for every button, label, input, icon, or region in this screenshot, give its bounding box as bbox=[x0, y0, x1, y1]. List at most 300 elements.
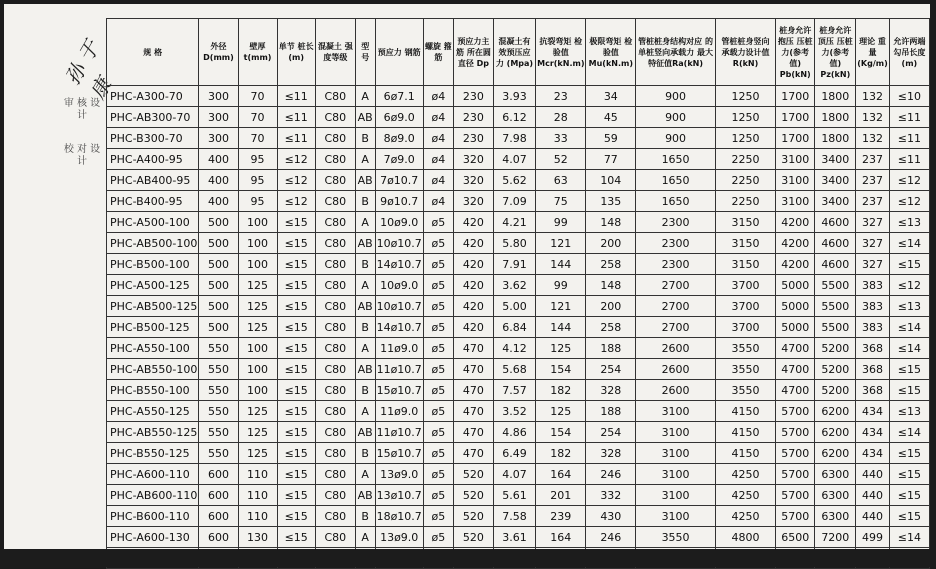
value-cell: 110 bbox=[238, 485, 277, 506]
value-cell: 2700 bbox=[636, 275, 716, 296]
value-cell: 34 bbox=[586, 86, 636, 107]
value-cell: C80 bbox=[315, 149, 355, 170]
value-cell: AB bbox=[355, 170, 375, 191]
spec-cell: PHC-AB500-125 bbox=[107, 296, 199, 317]
value-cell: ≤14 bbox=[889, 338, 929, 359]
value-cell: C80 bbox=[315, 212, 355, 233]
value-cell: 5500 bbox=[815, 296, 856, 317]
value-cell: 6500 bbox=[776, 527, 815, 548]
value-cell: 4.12 bbox=[493, 338, 535, 359]
value-cell: ≤15 bbox=[889, 485, 929, 506]
value-cell: 550 bbox=[199, 443, 238, 464]
value-cell: C80 bbox=[315, 506, 355, 527]
value-cell: C80 bbox=[315, 338, 355, 359]
value-cell: A bbox=[355, 464, 375, 485]
value-cell: 95 bbox=[238, 149, 277, 170]
value-cell: 300 bbox=[199, 86, 238, 107]
value-cell: 100 bbox=[238, 338, 277, 359]
value-cell: C80 bbox=[315, 443, 355, 464]
value-cell: 4800 bbox=[715, 527, 775, 548]
value-cell: ≤12 bbox=[277, 149, 315, 170]
value-cell: C80 bbox=[315, 317, 355, 338]
value-cell: ≤15 bbox=[277, 401, 315, 422]
value-cell: 1250 bbox=[715, 128, 775, 149]
table-row bbox=[107, 401, 930, 422]
value-cell: ø5 bbox=[423, 212, 453, 233]
value-cell: 99 bbox=[536, 275, 586, 296]
value-cell: 121 bbox=[536, 233, 586, 254]
value-cell: 110 bbox=[238, 506, 277, 527]
value-cell: 3.62 bbox=[493, 275, 535, 296]
spec-cell: PHC-A300-70 bbox=[107, 86, 199, 107]
value-cell: 3150 bbox=[715, 254, 775, 275]
value-cell: 520 bbox=[454, 527, 494, 548]
value-cell: 99 bbox=[536, 212, 586, 233]
value-cell: 164 bbox=[536, 527, 586, 548]
value-cell: C80 bbox=[315, 170, 355, 191]
value-cell: 470 bbox=[454, 401, 494, 422]
value-cell: ≤14 bbox=[889, 233, 929, 254]
value-cell: ≤15 bbox=[277, 464, 315, 485]
value-cell: 434 bbox=[856, 443, 890, 464]
table-row bbox=[107, 170, 930, 191]
value-cell: 13ø9.0 bbox=[375, 464, 423, 485]
value-cell: 3150 bbox=[715, 212, 775, 233]
value-cell: 125 bbox=[238, 401, 277, 422]
value-cell: ≤15 bbox=[889, 359, 929, 380]
table-row bbox=[107, 464, 930, 485]
spec-cell: PHC-A600-130 bbox=[107, 527, 199, 548]
value-cell: ≤15 bbox=[277, 233, 315, 254]
value-cell: 1800 bbox=[815, 86, 856, 107]
value-cell: 600 bbox=[199, 485, 238, 506]
value-cell: 440 bbox=[856, 485, 890, 506]
value-cell: 188 bbox=[586, 338, 636, 359]
value-cell: 434 bbox=[856, 422, 890, 443]
table-row bbox=[107, 275, 930, 296]
value-cell: 4600 bbox=[815, 212, 856, 233]
value-cell: 3550 bbox=[715, 338, 775, 359]
value-cell: AB bbox=[355, 296, 375, 317]
value-cell: 23 bbox=[536, 86, 586, 107]
value-cell: 5700 bbox=[776, 443, 815, 464]
value-cell: 3100 bbox=[636, 506, 716, 527]
value-cell: 7ø9.0 bbox=[375, 149, 423, 170]
table-row bbox=[107, 86, 930, 107]
value-cell: 7.91 bbox=[493, 254, 535, 275]
value-cell: 3700 bbox=[715, 275, 775, 296]
value-cell: C80 bbox=[315, 527, 355, 548]
column-header: 混凝土 强度等级 bbox=[315, 19, 355, 86]
value-cell: 440 bbox=[856, 506, 890, 527]
column-header: 型 号 bbox=[355, 19, 375, 86]
value-cell: 3700 bbox=[715, 317, 775, 338]
value-cell: 400 bbox=[199, 149, 238, 170]
value-cell: 6200 bbox=[815, 422, 856, 443]
value-cell: ≤15 bbox=[889, 464, 929, 485]
value-cell: 5.61 bbox=[493, 485, 535, 506]
value-cell: ø4 bbox=[423, 149, 453, 170]
value-cell: 2300 bbox=[636, 254, 716, 275]
value-cell: ≤14 bbox=[889, 422, 929, 443]
table-row bbox=[107, 422, 930, 443]
value-cell: AB bbox=[355, 359, 375, 380]
value-cell: 10ø9.0 bbox=[375, 275, 423, 296]
value-cell: 5500 bbox=[815, 317, 856, 338]
value-cell: 499 bbox=[856, 527, 890, 548]
value-cell: 550 bbox=[199, 380, 238, 401]
value-cell: ø4 bbox=[423, 128, 453, 149]
spec-cell: PHC-A500-125 bbox=[107, 275, 199, 296]
value-cell: ≤15 bbox=[277, 212, 315, 233]
value-cell: 1650 bbox=[636, 170, 716, 191]
value-cell: 500 bbox=[199, 275, 238, 296]
value-cell: B bbox=[355, 443, 375, 464]
value-cell: 3550 bbox=[636, 527, 716, 548]
value-cell: ø4 bbox=[423, 107, 453, 128]
value-cell: 258 bbox=[586, 254, 636, 275]
value-cell: 470 bbox=[454, 359, 494, 380]
value-cell: ø5 bbox=[423, 443, 453, 464]
value-cell: B bbox=[355, 506, 375, 527]
value-cell: C80 bbox=[315, 275, 355, 296]
table-row bbox=[107, 296, 930, 317]
value-cell: 5500 bbox=[815, 275, 856, 296]
value-cell: 237 bbox=[856, 170, 890, 191]
spec-cell: PHC-AB500-100 bbox=[107, 233, 199, 254]
value-cell: 188 bbox=[586, 401, 636, 422]
value-cell: ≤15 bbox=[277, 380, 315, 401]
value-cell: 14ø10.7 bbox=[375, 254, 423, 275]
value-cell: 6300 bbox=[815, 485, 856, 506]
value-cell: 5700 bbox=[776, 422, 815, 443]
table-row bbox=[107, 359, 930, 380]
value-cell: 70 bbox=[238, 86, 277, 107]
value-cell: 327 bbox=[856, 233, 890, 254]
value-cell: 5700 bbox=[776, 401, 815, 422]
value-cell: 3100 bbox=[636, 443, 716, 464]
column-header: 外径 D(mm) bbox=[199, 19, 238, 86]
value-cell: 59 bbox=[586, 128, 636, 149]
value-cell: C80 bbox=[315, 254, 355, 275]
value-cell: A bbox=[355, 275, 375, 296]
value-cell: 900 bbox=[636, 86, 716, 107]
table-row bbox=[107, 527, 930, 548]
value-cell: 132 bbox=[856, 107, 890, 128]
value-cell: ≤11 bbox=[277, 86, 315, 107]
value-cell: 11ø10.7 bbox=[375, 422, 423, 443]
value-cell: C80 bbox=[315, 296, 355, 317]
value-cell: C80 bbox=[315, 380, 355, 401]
value-cell: 300 bbox=[199, 107, 238, 128]
value-cell: 2250 bbox=[715, 170, 775, 191]
value-cell: 2600 bbox=[636, 359, 716, 380]
value-cell: B bbox=[355, 380, 375, 401]
value-cell: 3100 bbox=[636, 464, 716, 485]
value-cell: ø5 bbox=[423, 422, 453, 443]
value-cell: 320 bbox=[454, 149, 494, 170]
value-cell: 327 bbox=[856, 254, 890, 275]
value-cell: 258 bbox=[586, 317, 636, 338]
value-cell: 320 bbox=[454, 170, 494, 191]
value-cell: 600 bbox=[199, 464, 238, 485]
value-cell: 500 bbox=[199, 254, 238, 275]
value-cell: 6ø7.1 bbox=[375, 86, 423, 107]
value-cell: 3.93 bbox=[493, 86, 535, 107]
value-cell: 148 bbox=[586, 275, 636, 296]
value-cell: ≤15 bbox=[277, 527, 315, 548]
value-cell: 164 bbox=[536, 464, 586, 485]
value-cell: 4700 bbox=[776, 359, 815, 380]
value-cell: 368 bbox=[856, 359, 890, 380]
spec-cell: PHC-AB400-95 bbox=[107, 170, 199, 191]
value-cell: 1700 bbox=[776, 128, 815, 149]
value-cell: ≤13 bbox=[889, 212, 929, 233]
table-row bbox=[107, 317, 930, 338]
value-cell: 100 bbox=[238, 359, 277, 380]
value-cell: 11ø9.0 bbox=[375, 338, 423, 359]
value-cell: 2600 bbox=[636, 338, 716, 359]
value-cell: 246 bbox=[586, 527, 636, 548]
value-cell: ≤15 bbox=[889, 254, 929, 275]
value-cell: 4.86 bbox=[493, 422, 535, 443]
value-cell: 144 bbox=[536, 317, 586, 338]
value-cell: 132 bbox=[856, 128, 890, 149]
value-cell: 100 bbox=[238, 380, 277, 401]
value-cell: 148 bbox=[586, 212, 636, 233]
value-cell: 154 bbox=[536, 422, 586, 443]
value-cell: 7.09 bbox=[493, 191, 535, 212]
value-cell: 200 bbox=[586, 233, 636, 254]
column-header: 极限弯矩 检验值 Mu(kN.m) bbox=[586, 19, 636, 86]
value-cell: 520 bbox=[454, 464, 494, 485]
value-cell: 239 bbox=[536, 506, 586, 527]
value-cell: 237 bbox=[856, 191, 890, 212]
value-cell: 1650 bbox=[636, 149, 716, 170]
table-row bbox=[107, 107, 930, 128]
value-cell: ≤15 bbox=[277, 338, 315, 359]
value-cell: 135 bbox=[586, 191, 636, 212]
value-cell: 1250 bbox=[715, 86, 775, 107]
value-cell: 154 bbox=[536, 359, 586, 380]
value-cell: ø5 bbox=[423, 401, 453, 422]
value-cell: 5200 bbox=[815, 380, 856, 401]
column-header: 螺旋 箍筋 bbox=[423, 19, 453, 86]
value-cell: 520 bbox=[454, 485, 494, 506]
value-cell: 383 bbox=[856, 275, 890, 296]
spec-cell: PHC-AB300-70 bbox=[107, 107, 199, 128]
value-cell: 230 bbox=[454, 107, 494, 128]
value-cell: 246 bbox=[586, 464, 636, 485]
value-cell: C80 bbox=[315, 233, 355, 254]
value-cell: 383 bbox=[856, 296, 890, 317]
value-cell: 430 bbox=[586, 506, 636, 527]
approval-stamp: 审 核 设 计 bbox=[63, 98, 101, 121]
value-cell: 470 bbox=[454, 380, 494, 401]
value-cell: 550 bbox=[199, 338, 238, 359]
value-cell: 400 bbox=[199, 191, 238, 212]
column-header: 桩身允许抱压 压桩力(参考值) Pb(kN) bbox=[776, 19, 815, 86]
table-row bbox=[107, 380, 930, 401]
value-cell: 3100 bbox=[776, 170, 815, 191]
value-cell: 5000 bbox=[776, 296, 815, 317]
value-cell: 1250 bbox=[715, 107, 775, 128]
column-header: 壁厚 t(mm) bbox=[238, 19, 277, 86]
value-cell: 45 bbox=[586, 107, 636, 128]
table-row bbox=[107, 149, 930, 170]
spec-cell: PHC-B550-125 bbox=[107, 443, 199, 464]
value-cell: 600 bbox=[199, 527, 238, 548]
value-cell: ≤12 bbox=[889, 191, 929, 212]
value-cell: ≤15 bbox=[277, 254, 315, 275]
value-cell: 3.52 bbox=[493, 401, 535, 422]
value-cell: ≤10 bbox=[889, 86, 929, 107]
value-cell: 2600 bbox=[636, 380, 716, 401]
value-cell: 18ø10.7 bbox=[375, 506, 423, 527]
value-cell: ø4 bbox=[423, 86, 453, 107]
table-row bbox=[107, 443, 930, 464]
value-cell: ≤11 bbox=[277, 107, 315, 128]
value-cell: 70 bbox=[238, 128, 277, 149]
value-cell: 5.68 bbox=[493, 359, 535, 380]
spec-cell: PHC-B600-110 bbox=[107, 506, 199, 527]
value-cell: 15ø10.7 bbox=[375, 443, 423, 464]
value-cell: 144 bbox=[536, 254, 586, 275]
value-cell: 182 bbox=[536, 443, 586, 464]
value-cell: 110 bbox=[238, 464, 277, 485]
value-cell: 3700 bbox=[715, 296, 775, 317]
value-cell: C80 bbox=[315, 485, 355, 506]
column-header: 预应力 钢筋 bbox=[375, 19, 423, 86]
value-cell: 328 bbox=[586, 380, 636, 401]
column-header: 桩身允许顶压 压桩力(参考值) Pz(kN) bbox=[815, 19, 856, 86]
value-cell: 1700 bbox=[776, 107, 815, 128]
value-cell: 4150 bbox=[715, 401, 775, 422]
value-cell: 6300 bbox=[815, 464, 856, 485]
value-cell: 4200 bbox=[776, 254, 815, 275]
value-cell: 7ø10.7 bbox=[375, 170, 423, 191]
value-cell: ≤15 bbox=[277, 485, 315, 506]
value-cell: 6.12 bbox=[493, 107, 535, 128]
value-cell: ≤12 bbox=[277, 191, 315, 212]
value-cell: 420 bbox=[454, 296, 494, 317]
spec-cell: PHC-B400-95 bbox=[107, 191, 199, 212]
value-cell: 230 bbox=[454, 128, 494, 149]
value-cell: B bbox=[355, 128, 375, 149]
value-cell: ≤15 bbox=[277, 359, 315, 380]
value-cell: C80 bbox=[315, 107, 355, 128]
column-header: 管桩桩身竖向 承载力设计值 R(kN) bbox=[715, 19, 775, 86]
value-cell: ø5 bbox=[423, 275, 453, 296]
value-cell: ≤15 bbox=[889, 443, 929, 464]
value-cell: 182 bbox=[536, 380, 586, 401]
handwritten-signature: 孙 于康 bbox=[60, 36, 117, 104]
value-cell: 1800 bbox=[815, 128, 856, 149]
value-cell: AB bbox=[355, 107, 375, 128]
value-cell: 420 bbox=[454, 212, 494, 233]
value-cell: A bbox=[355, 212, 375, 233]
value-cell: 4.07 bbox=[493, 149, 535, 170]
value-cell: ≤12 bbox=[889, 275, 929, 296]
value-cell: 470 bbox=[454, 338, 494, 359]
value-cell: C80 bbox=[315, 401, 355, 422]
value-cell: 3400 bbox=[815, 170, 856, 191]
value-cell: 33 bbox=[536, 128, 586, 149]
value-cell: ≤14 bbox=[889, 317, 929, 338]
value-cell: 4150 bbox=[715, 422, 775, 443]
value-cell: ≤12 bbox=[277, 170, 315, 191]
value-cell: ≤15 bbox=[277, 275, 315, 296]
spec-cell: PHC-AB600-110 bbox=[107, 485, 199, 506]
value-cell: C80 bbox=[315, 86, 355, 107]
value-cell: 4600 bbox=[815, 254, 856, 275]
value-cell: 4250 bbox=[715, 485, 775, 506]
value-cell: 100 bbox=[238, 254, 277, 275]
value-cell: 3100 bbox=[636, 401, 716, 422]
value-cell: ø5 bbox=[423, 254, 453, 275]
value-cell: ø5 bbox=[423, 296, 453, 317]
value-cell: 125 bbox=[238, 317, 277, 338]
value-cell: AB bbox=[355, 233, 375, 254]
spec-cell: PHC-B500-100 bbox=[107, 254, 199, 275]
value-cell: B bbox=[355, 254, 375, 275]
approval-stamp: 校 对 设 计 bbox=[63, 144, 101, 167]
value-cell: 8ø9.0 bbox=[375, 128, 423, 149]
value-cell: 28 bbox=[536, 107, 586, 128]
value-cell: 420 bbox=[454, 254, 494, 275]
value-cell: C80 bbox=[315, 128, 355, 149]
value-cell: B bbox=[355, 317, 375, 338]
value-cell: 201 bbox=[536, 485, 586, 506]
value-cell: ≤15 bbox=[277, 422, 315, 443]
value-cell: 4250 bbox=[715, 506, 775, 527]
spec-cell: PHC-AB550-100 bbox=[107, 359, 199, 380]
value-cell: ø5 bbox=[423, 338, 453, 359]
value-cell: 5.00 bbox=[493, 296, 535, 317]
column-header: 混凝土有 效预压应力 (Mpa) bbox=[493, 19, 535, 86]
value-cell: 2700 bbox=[636, 296, 716, 317]
value-cell: 520 bbox=[454, 506, 494, 527]
value-cell: 5200 bbox=[815, 338, 856, 359]
value-cell: 368 bbox=[856, 380, 890, 401]
value-cell: 470 bbox=[454, 422, 494, 443]
table-row bbox=[107, 254, 930, 275]
spec-cell: PHC-B500-125 bbox=[107, 317, 199, 338]
value-cell: 125 bbox=[536, 338, 586, 359]
value-cell: ø5 bbox=[423, 485, 453, 506]
value-cell: 368 bbox=[856, 338, 890, 359]
value-cell: ø4 bbox=[423, 191, 453, 212]
value-cell: 332 bbox=[586, 485, 636, 506]
value-cell: A bbox=[355, 527, 375, 548]
column-header: 管桩桩身结构对应 的单桩竖向承载力 最大特征值Ra(kN) bbox=[636, 19, 716, 86]
value-cell: 320 bbox=[454, 191, 494, 212]
value-cell: 6200 bbox=[815, 443, 856, 464]
value-cell: 3100 bbox=[776, 191, 815, 212]
value-cell: 95 bbox=[238, 170, 277, 191]
value-cell: 125 bbox=[238, 422, 277, 443]
value-cell: AB bbox=[355, 485, 375, 506]
value-cell: 14ø10.7 bbox=[375, 317, 423, 338]
value-cell: ≤15 bbox=[277, 296, 315, 317]
value-cell: ≤11 bbox=[277, 128, 315, 149]
value-cell: 327 bbox=[856, 212, 890, 233]
phc-pile-spec-table bbox=[106, 18, 930, 569]
value-cell: ≤11 bbox=[889, 107, 929, 128]
value-cell: 5.62 bbox=[493, 170, 535, 191]
value-cell: 125 bbox=[238, 275, 277, 296]
value-cell: 500 bbox=[199, 317, 238, 338]
